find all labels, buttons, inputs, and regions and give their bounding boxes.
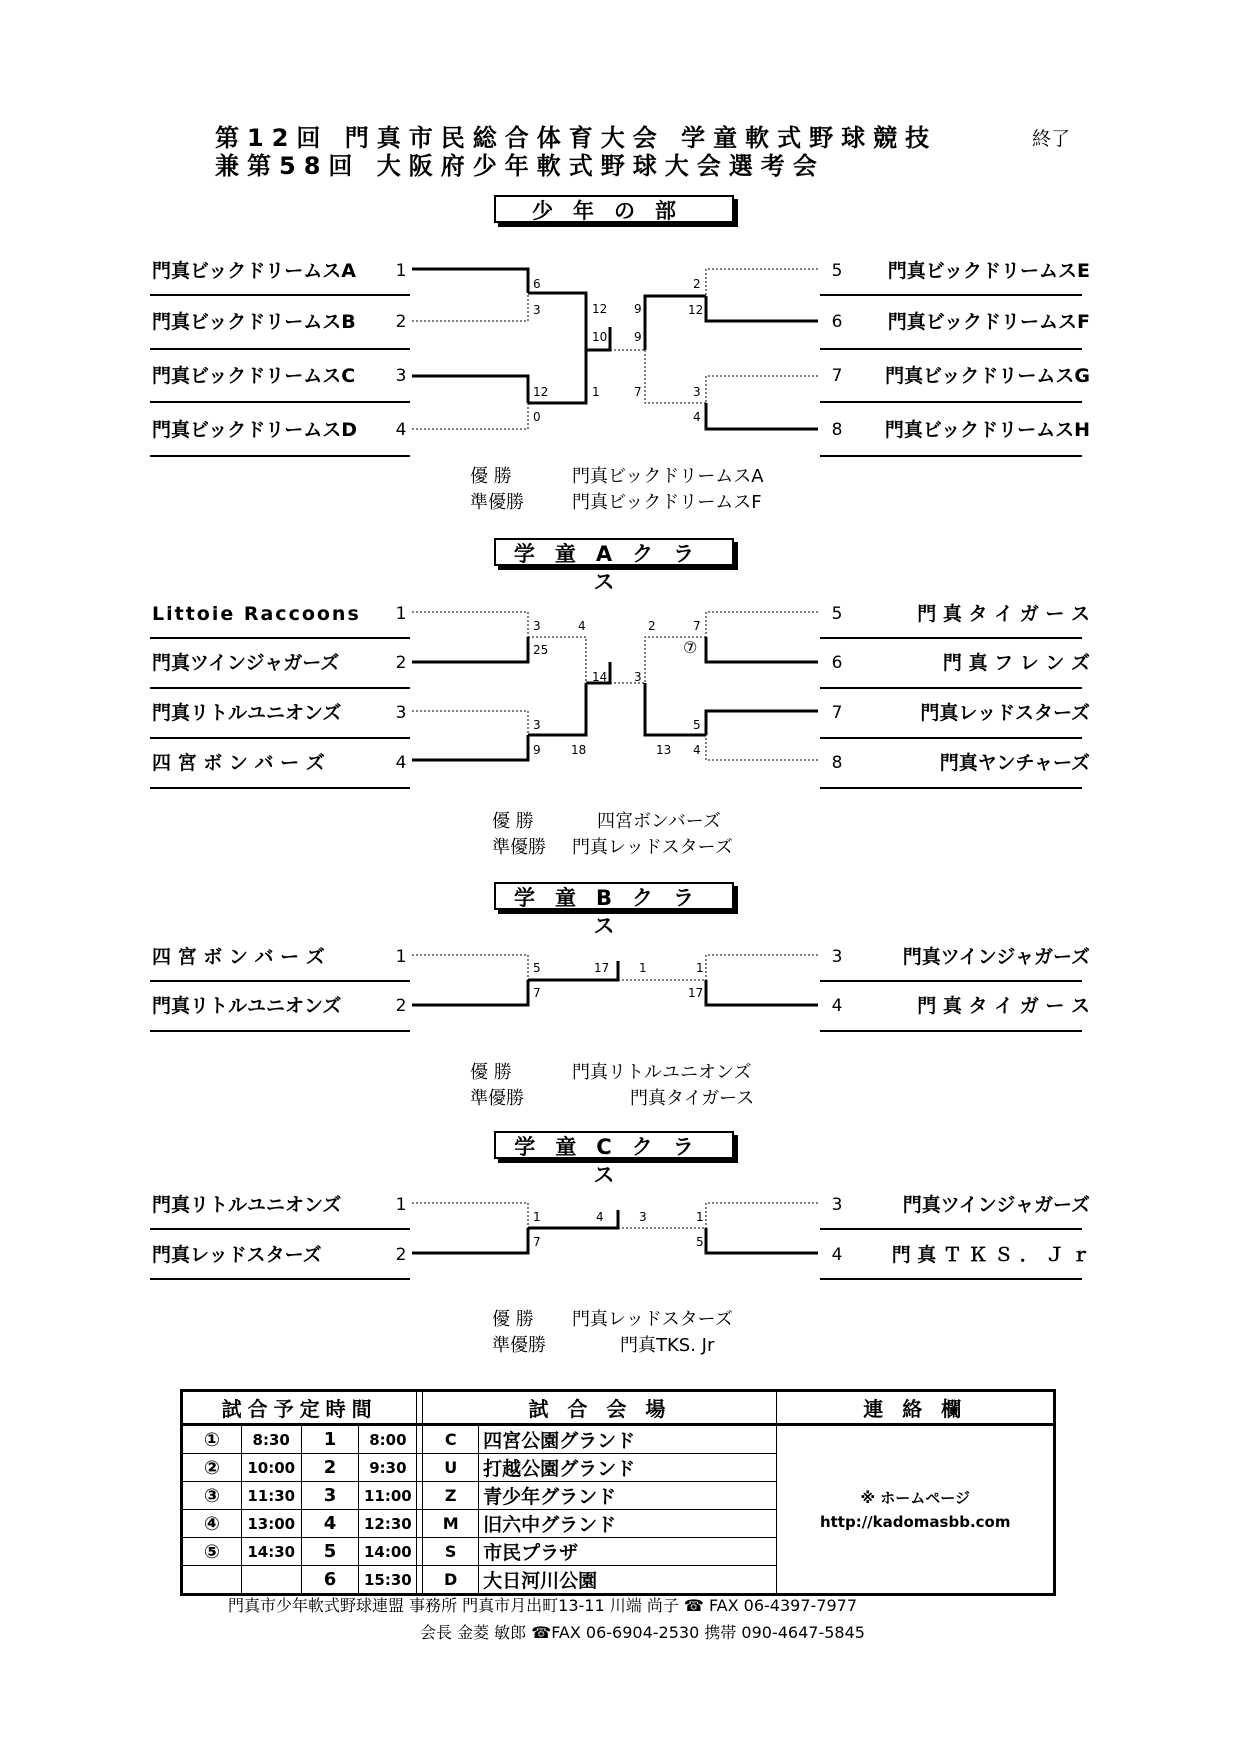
venue-name: 市民プラザ bbox=[479, 1538, 777, 1566]
venue-code: S bbox=[423, 1538, 479, 1566]
team-name: 門 真 タ イ ガ ー ス bbox=[917, 995, 1090, 1017]
team-name: 門真リトルユニオンズ bbox=[152, 702, 342, 724]
venue-code: D bbox=[423, 1566, 479, 1595]
team-seed: 4 bbox=[831, 996, 843, 1016]
team-name: 門真レッドスターズ bbox=[152, 1244, 322, 1266]
slot-number: 6 bbox=[301, 1566, 359, 1595]
homepage-url[interactable]: http://kadomasbb.com bbox=[819, 1512, 1011, 1531]
slot-time: 9:30 bbox=[359, 1454, 417, 1482]
champion-label: 優 勝 bbox=[492, 811, 534, 832]
match-score: 2 bbox=[693, 277, 701, 291]
section-title-shonen: 少年の部 bbox=[494, 195, 734, 223]
match-score: 14 bbox=[592, 670, 608, 684]
slot-time: 14:30 bbox=[241, 1538, 301, 1566]
team-name: 門真ビックドリームスB bbox=[152, 311, 356, 333]
footer-chair-info: 会長 金菱 敏郎 ☎FAX 06-6904-2530 携帯 090-4647-5845 bbox=[420, 1623, 865, 1642]
team-seed: 2 bbox=[395, 312, 407, 332]
venue-code: C bbox=[423, 1425, 479, 1454]
match-score: 3 bbox=[634, 670, 642, 684]
contact-cell bbox=[777, 1425, 1055, 1595]
match-score: 5 bbox=[696, 1235, 704, 1249]
team-name: 門真ビックドリームスD bbox=[152, 419, 358, 441]
slot-time: 11:00 bbox=[359, 1482, 417, 1510]
team-seed: 1 bbox=[395, 604, 407, 624]
venue-name: 青少年グランド bbox=[479, 1482, 777, 1510]
slot-time: 8:00 bbox=[359, 1425, 417, 1454]
team-seed: 5 bbox=[831, 261, 843, 281]
team-seed: 2 bbox=[395, 996, 407, 1016]
team-name: 門真レッドスターズ bbox=[920, 702, 1090, 724]
match-score: 1 bbox=[533, 1210, 541, 1224]
schedule-header-contact: 連 絡 欄 bbox=[777, 1391, 1055, 1425]
slot-number: 3 bbox=[301, 1482, 359, 1510]
slot-time: 13:00 bbox=[241, 1510, 301, 1538]
match-score: 7 bbox=[634, 385, 642, 399]
team-name: 門 真 タ イ ガ ー ス bbox=[917, 603, 1090, 625]
runnerup-label: 準優勝 bbox=[470, 492, 524, 513]
team-seed: 3 bbox=[831, 1195, 843, 1215]
match-score-winner-mark: ⑦ bbox=[683, 638, 698, 657]
slot-number: 4 bbox=[301, 1510, 359, 1538]
team-name: 門 真 Ｔ Ｋ Ｓ ． Ｊ ｒ bbox=[891, 1244, 1090, 1266]
team-name: 門真リトルユニオンズ bbox=[152, 995, 342, 1017]
champion-label: 優 勝 bbox=[470, 466, 512, 487]
match-score: 7 bbox=[533, 986, 541, 1000]
match-score: 3 bbox=[639, 1210, 647, 1224]
champion-label: 優 勝 bbox=[492, 1309, 534, 1330]
slot-mark: ④ bbox=[182, 1510, 242, 1538]
section-title-a-class: 学童Aクラス bbox=[494, 538, 734, 566]
team-seed: 7 bbox=[831, 703, 843, 723]
champion-team: 門真レッドスターズ bbox=[572, 1309, 733, 1330]
slot-time: 15:30 bbox=[359, 1566, 417, 1595]
slot-time: 12:30 bbox=[359, 1510, 417, 1538]
team-seed: 3 bbox=[395, 366, 407, 386]
team-seed: 3 bbox=[831, 947, 843, 967]
match-score: 12 bbox=[533, 385, 549, 399]
page-title-line1: 第12回 門真市民総合体育大会 学童軟式野球競技 bbox=[215, 124, 938, 152]
slot-number: 5 bbox=[301, 1538, 359, 1566]
runnerup-label: 準優勝 bbox=[470, 1088, 524, 1109]
slot-mark: ② bbox=[182, 1454, 242, 1482]
footer-office-info: 門真市少年軟式野球連盟 事務所 門真市月出町13-11 川端 尚子 ☎ FAX 06-4397-7977 bbox=[228, 1596, 858, 1615]
team-name: 門真ビックドリームスE bbox=[887, 260, 1090, 282]
runnerup-label: 準優勝 bbox=[492, 1335, 546, 1356]
match-score: 9 bbox=[634, 330, 642, 344]
runnerup-team: 門真ビックドリームスF bbox=[572, 492, 762, 513]
match-score: 4 bbox=[693, 410, 701, 424]
match-score: 4 bbox=[596, 1210, 604, 1224]
section-title-b-class: 学童Bクラス bbox=[494, 882, 734, 910]
team-name: 門 真 フ レ ン ズ bbox=[942, 652, 1090, 674]
match-score: 3 bbox=[533, 303, 541, 317]
team-seed: 2 bbox=[395, 1245, 407, 1265]
schedule-header-venue: 試 合 会 場 bbox=[423, 1391, 777, 1425]
venue-name: 旧六中グランド bbox=[479, 1510, 777, 1538]
champion-team: 四宮ボンバーズ bbox=[597, 811, 721, 832]
team-name: 門真ツインジャガーズ bbox=[902, 946, 1090, 968]
champion-team: 門真ビックドリームスA bbox=[572, 466, 764, 487]
team-seed: 2 bbox=[395, 653, 407, 673]
team-seed: 7 bbox=[831, 366, 843, 386]
match-score: 12 bbox=[592, 302, 608, 316]
slot-time: 11:30 bbox=[241, 1482, 301, 1510]
match-score: 3 bbox=[693, 385, 701, 399]
team-name: 門真ビックドリームスH bbox=[884, 419, 1090, 441]
venue-name: 大日河川公園 bbox=[479, 1566, 777, 1595]
match-score: 7 bbox=[693, 619, 701, 633]
slot-number: 2 bbox=[301, 1454, 359, 1482]
venue-code: U bbox=[423, 1454, 479, 1482]
team-seed: 4 bbox=[395, 753, 407, 773]
team-name: 門真ビックドリームスF bbox=[887, 311, 1090, 333]
slot-time: 10:00 bbox=[241, 1454, 301, 1482]
runnerup-team: 門真レッドスターズ bbox=[572, 837, 733, 858]
match-score: 3 bbox=[533, 718, 541, 732]
match-score: 1 bbox=[592, 385, 600, 399]
match-score: 18 bbox=[571, 743, 587, 757]
homepage-label: ※ ホームページ bbox=[860, 1488, 970, 1507]
team-seed: 1 bbox=[395, 261, 407, 281]
status-label: 終了 bbox=[1032, 128, 1071, 150]
team-seed: 4 bbox=[831, 1245, 843, 1265]
team-name: 門真ツインジャガーズ bbox=[902, 1194, 1090, 1216]
match-score: 12 bbox=[688, 303, 704, 317]
team-name: 門真ビックドリームスA bbox=[152, 260, 356, 282]
team-seed: 1 bbox=[395, 947, 407, 967]
section-title-c-class: 学童Cクラス bbox=[494, 1131, 734, 1159]
match-score: 2 bbox=[648, 619, 656, 633]
slot-time: 14:00 bbox=[359, 1538, 417, 1566]
team-seed: 5 bbox=[831, 604, 843, 624]
schedule-row bbox=[182, 1425, 1055, 1454]
team-seed: 3 bbox=[395, 703, 407, 723]
match-score: 13 bbox=[656, 743, 672, 757]
match-score: 4 bbox=[693, 743, 701, 757]
slot-mark: ⑤ bbox=[182, 1538, 242, 1566]
match-score: 1 bbox=[639, 961, 647, 975]
match-score: 3 bbox=[533, 619, 541, 633]
match-score: 0 bbox=[533, 410, 541, 424]
team-name: 門真ツインジャガーズ bbox=[152, 652, 340, 674]
slot-mark bbox=[182, 1566, 242, 1595]
runnerup-label: 準優勝 bbox=[492, 837, 546, 858]
team-name: 四 宮 ボ ン バ ー ズ bbox=[152, 752, 325, 774]
team-seed: 1 bbox=[395, 1195, 407, 1215]
venue-code: Z bbox=[423, 1482, 479, 1510]
slot-time: 8:30 bbox=[241, 1425, 301, 1454]
team-name: 門真ヤンチャーズ bbox=[939, 752, 1090, 774]
team-seed: 4 bbox=[395, 420, 407, 440]
match-score: 1 bbox=[696, 1210, 704, 1224]
team-seed: 8 bbox=[831, 420, 843, 440]
schedule-header-times: 試合予定時間 bbox=[182, 1391, 417, 1425]
match-score: 10 bbox=[592, 330, 608, 344]
match-score: 1 bbox=[696, 961, 704, 975]
match-score: 5 bbox=[693, 718, 701, 732]
match-score: 6 bbox=[533, 277, 541, 291]
match-score: 5 bbox=[533, 961, 541, 975]
match-score: 9 bbox=[533, 743, 541, 757]
venue-code: M bbox=[423, 1510, 479, 1538]
team-seed: 6 bbox=[831, 653, 843, 673]
runnerup-team: 門真タイガース bbox=[630, 1088, 755, 1109]
slot-mark: ① bbox=[182, 1425, 242, 1454]
runnerup-team: 門真TKS. Jr bbox=[620, 1335, 715, 1356]
team-name: Littoie Raccoons bbox=[152, 603, 361, 625]
schedule-table bbox=[180, 1389, 1056, 1596]
match-score: 17 bbox=[594, 961, 610, 975]
team-name: 門真ビックドリームスC bbox=[152, 365, 356, 387]
venue-name: 打越公園グランド bbox=[479, 1454, 777, 1482]
match-score: 4 bbox=[578, 619, 586, 633]
slot-time bbox=[241, 1566, 301, 1595]
venue-name: 四宮公園グランド bbox=[479, 1425, 777, 1454]
team-seed: 8 bbox=[831, 753, 843, 773]
match-score: 9 bbox=[634, 302, 642, 316]
team-name: 門真ビックドリームスG bbox=[885, 365, 1090, 387]
page-title-line2: 兼第58回 大阪府少年軟式野球大会選考会 bbox=[215, 152, 825, 180]
slot-number: 1 bbox=[301, 1425, 359, 1454]
match-score: 7 bbox=[533, 1235, 541, 1249]
team-seed: 6 bbox=[831, 312, 843, 332]
match-score: 17 bbox=[688, 986, 704, 1000]
team-name: 四 宮 ボ ン バ ー ズ bbox=[152, 946, 325, 968]
champion-team: 門真リトルユニオンズ bbox=[572, 1062, 752, 1083]
team-name: 門真リトルユニオンズ bbox=[152, 1194, 342, 1216]
champion-label: 優 勝 bbox=[470, 1062, 512, 1083]
slot-mark: ③ bbox=[182, 1482, 242, 1510]
match-score: 25 bbox=[533, 643, 549, 657]
